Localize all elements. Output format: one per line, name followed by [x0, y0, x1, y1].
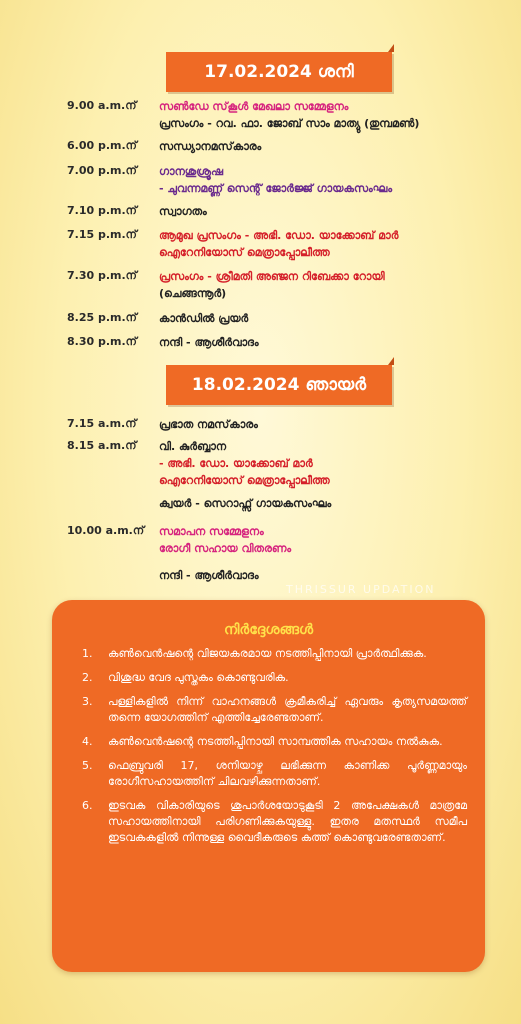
event-detail: - അഭി. ഡോ. യാക്കോബ് മാർ [159, 457, 313, 470]
instruction-text: പള്ളികളിൽ നിന്ന് വാഹനങ്ങൾ ക്രമീകരിച്ച് ഏവരും കൃത്യസമയത്ത് തന്നെ യോഗത്തിന് എത്തിച്ചേരേണ്ടതാണ്. [108, 695, 467, 724]
time-label: 8.30 p.m.ന് [67, 335, 137, 348]
schedule-item [0, 310, 521, 334]
schedule-day1 [0, 98, 521, 356]
schedule-item [0, 416, 521, 438]
schedule-item [0, 227, 521, 268]
time-label: 8.25 p.m.ന് [67, 311, 137, 324]
instructions-title: നിർദ്ദേശങ്ങൾ [223, 622, 314, 638]
schedule-day2 [0, 416, 521, 589]
time-label: 10.00 a.m.ന് [67, 524, 145, 537]
choir-line: ക്വയർ - സെറാഫ്സ് ഗായകസംഘം [159, 497, 332, 510]
schedule-item [0, 98, 521, 138]
event-detail: നന്ദി - ആശീർവാദം [159, 569, 259, 582]
watermark: THRISSUR UPDATION [286, 583, 436, 596]
event-title: ഗാനശുശ്രൂഷ [159, 165, 224, 178]
instruction-text: കൺവെൻഷന്റെ വിജയകരമായ നടത്തിപ്പിനായി പ്രാർത്ഥിക്കുക. [108, 647, 427, 660]
event-detail: (ചെങ്ങന്നൂർ) [159, 287, 227, 300]
schedule-item [0, 138, 521, 163]
event-title: നന്ദി - ആശീർവാദം [159, 336, 259, 349]
instruction-item [82, 694, 467, 726]
date-label: 18.02.2024 ഞായർ [191, 375, 367, 395]
event-detail: ഐറേനിയോസ് മെത്രാപ്പോലീത്ത [159, 246, 330, 259]
schedule-item [0, 523, 521, 589]
date-banner-day1 [166, 52, 392, 92]
event-detail: - ചുവന്നമണ്ണ് സെന്റ് ജോർജ്ജ് ഗായകസംഘം [159, 182, 393, 195]
schedule-item [0, 438, 521, 523]
schedule-item [0, 203, 521, 227]
event-title: കാൻഡിൽ പ്രയർ [159, 312, 249, 325]
event-detail: രോഗീ സഹായ വിതരണം [159, 542, 292, 555]
instruction-text: വിശുദ്ധ വേദ പുസ്തകം കൊണ്ടുവരിക. [108, 671, 289, 684]
date-label: 17.02.2024 ശനി [204, 62, 354, 82]
instructions-list [82, 646, 467, 854]
time-label: 7.15 p.m.ന് [67, 228, 137, 241]
event-title: വി. കുർബ്ബാന [159, 440, 227, 453]
instruction-text: ഇടവക വികാരിയുടെ ശുപാർശയോടുകൂടി 2 അപേക്ഷകൾ മാത്രമേ സഹായത്തിനായി പരിഗണിക്കുകയുള്ളു. ഇതര മതസ്ഥർ സമീപ ഇടവകകളിൽ നിന്നുള്ള വൈദീകരുടെ കത്ത് കൊണ്ടുവരേണ്ടതാണ്. [108, 799, 467, 844]
time-label: 7.30 p.m.ന് [67, 269, 137, 282]
schedule-item [0, 334, 521, 356]
event-title: സമാപന സമ്മേളനം [159, 525, 264, 538]
time-label: 7.10 p.m.ന് [67, 204, 137, 217]
instruction-item [82, 670, 467, 686]
event-title: സന്ധ്യാനമസ്‌കാരം [159, 140, 262, 153]
event-detail: പ്രസംഗം - റവ. ഫാ. ജോബ് സാം മാത്യു (തുമ്പമൺ) [159, 117, 420, 130]
instruction-item [82, 734, 467, 750]
time-label: 8.15 a.m.ന് [67, 439, 137, 452]
instructions-panel [52, 600, 485, 972]
instruction-number: 4. [82, 735, 93, 748]
time-label: 9.00 a.m.ന് [67, 99, 137, 112]
instruction-text: ഫെബ്രുവരി 17, ശനിയാഴ്ച ലഭിക്കുന്ന കാണിക്ക പൂർണ്ണമായും രോഗീസഹായത്തിന് ചിലവഴിക്കുന്നതാണ്. [108, 759, 467, 788]
schedule-item [0, 163, 521, 203]
event-title: പ്രഭാത നമസ്‌കാരം [159, 418, 258, 431]
event-title: പ്രസംഗം - ശ്രീമതി അഞ്ജന റിബേക്കാ റോയി [159, 270, 385, 283]
event-title: സ്വാഗതം [159, 205, 207, 218]
instruction-item [82, 798, 467, 846]
time-label: 7.00 p.m.ന് [67, 164, 137, 177]
event-title: ആമുഖ പ്രസംഗം - അഭി. ഡോ. യാക്കോബ് മാർ [159, 229, 399, 242]
instruction-text: കൺവെൻഷന്റെ നടത്തിപ്പിനായി സാമ്പത്തിക സഹായം നൽകുക. [108, 735, 443, 748]
schedule-item [0, 268, 521, 310]
instruction-number: 3. [82, 695, 93, 708]
instruction-number: 1. [82, 647, 93, 660]
instruction-number: 2. [82, 671, 93, 684]
time-label: 6.00 p.m.ന് [67, 139, 137, 152]
event-title: സൺഡേ സ്‌കൂൾ മേഖലാ സമ്മേളനം [159, 100, 349, 113]
instruction-number: 6. [82, 799, 93, 812]
instruction-item [82, 758, 467, 790]
event-detail: ഐറേനിയോസ് മെത്രാപ്പോലീത്ത [159, 474, 330, 487]
instruction-item [82, 646, 467, 662]
time-label: 7.15 a.m.ന് [67, 417, 137, 430]
instruction-number: 5. [82, 759, 93, 772]
date-banner-day2 [166, 365, 392, 405]
